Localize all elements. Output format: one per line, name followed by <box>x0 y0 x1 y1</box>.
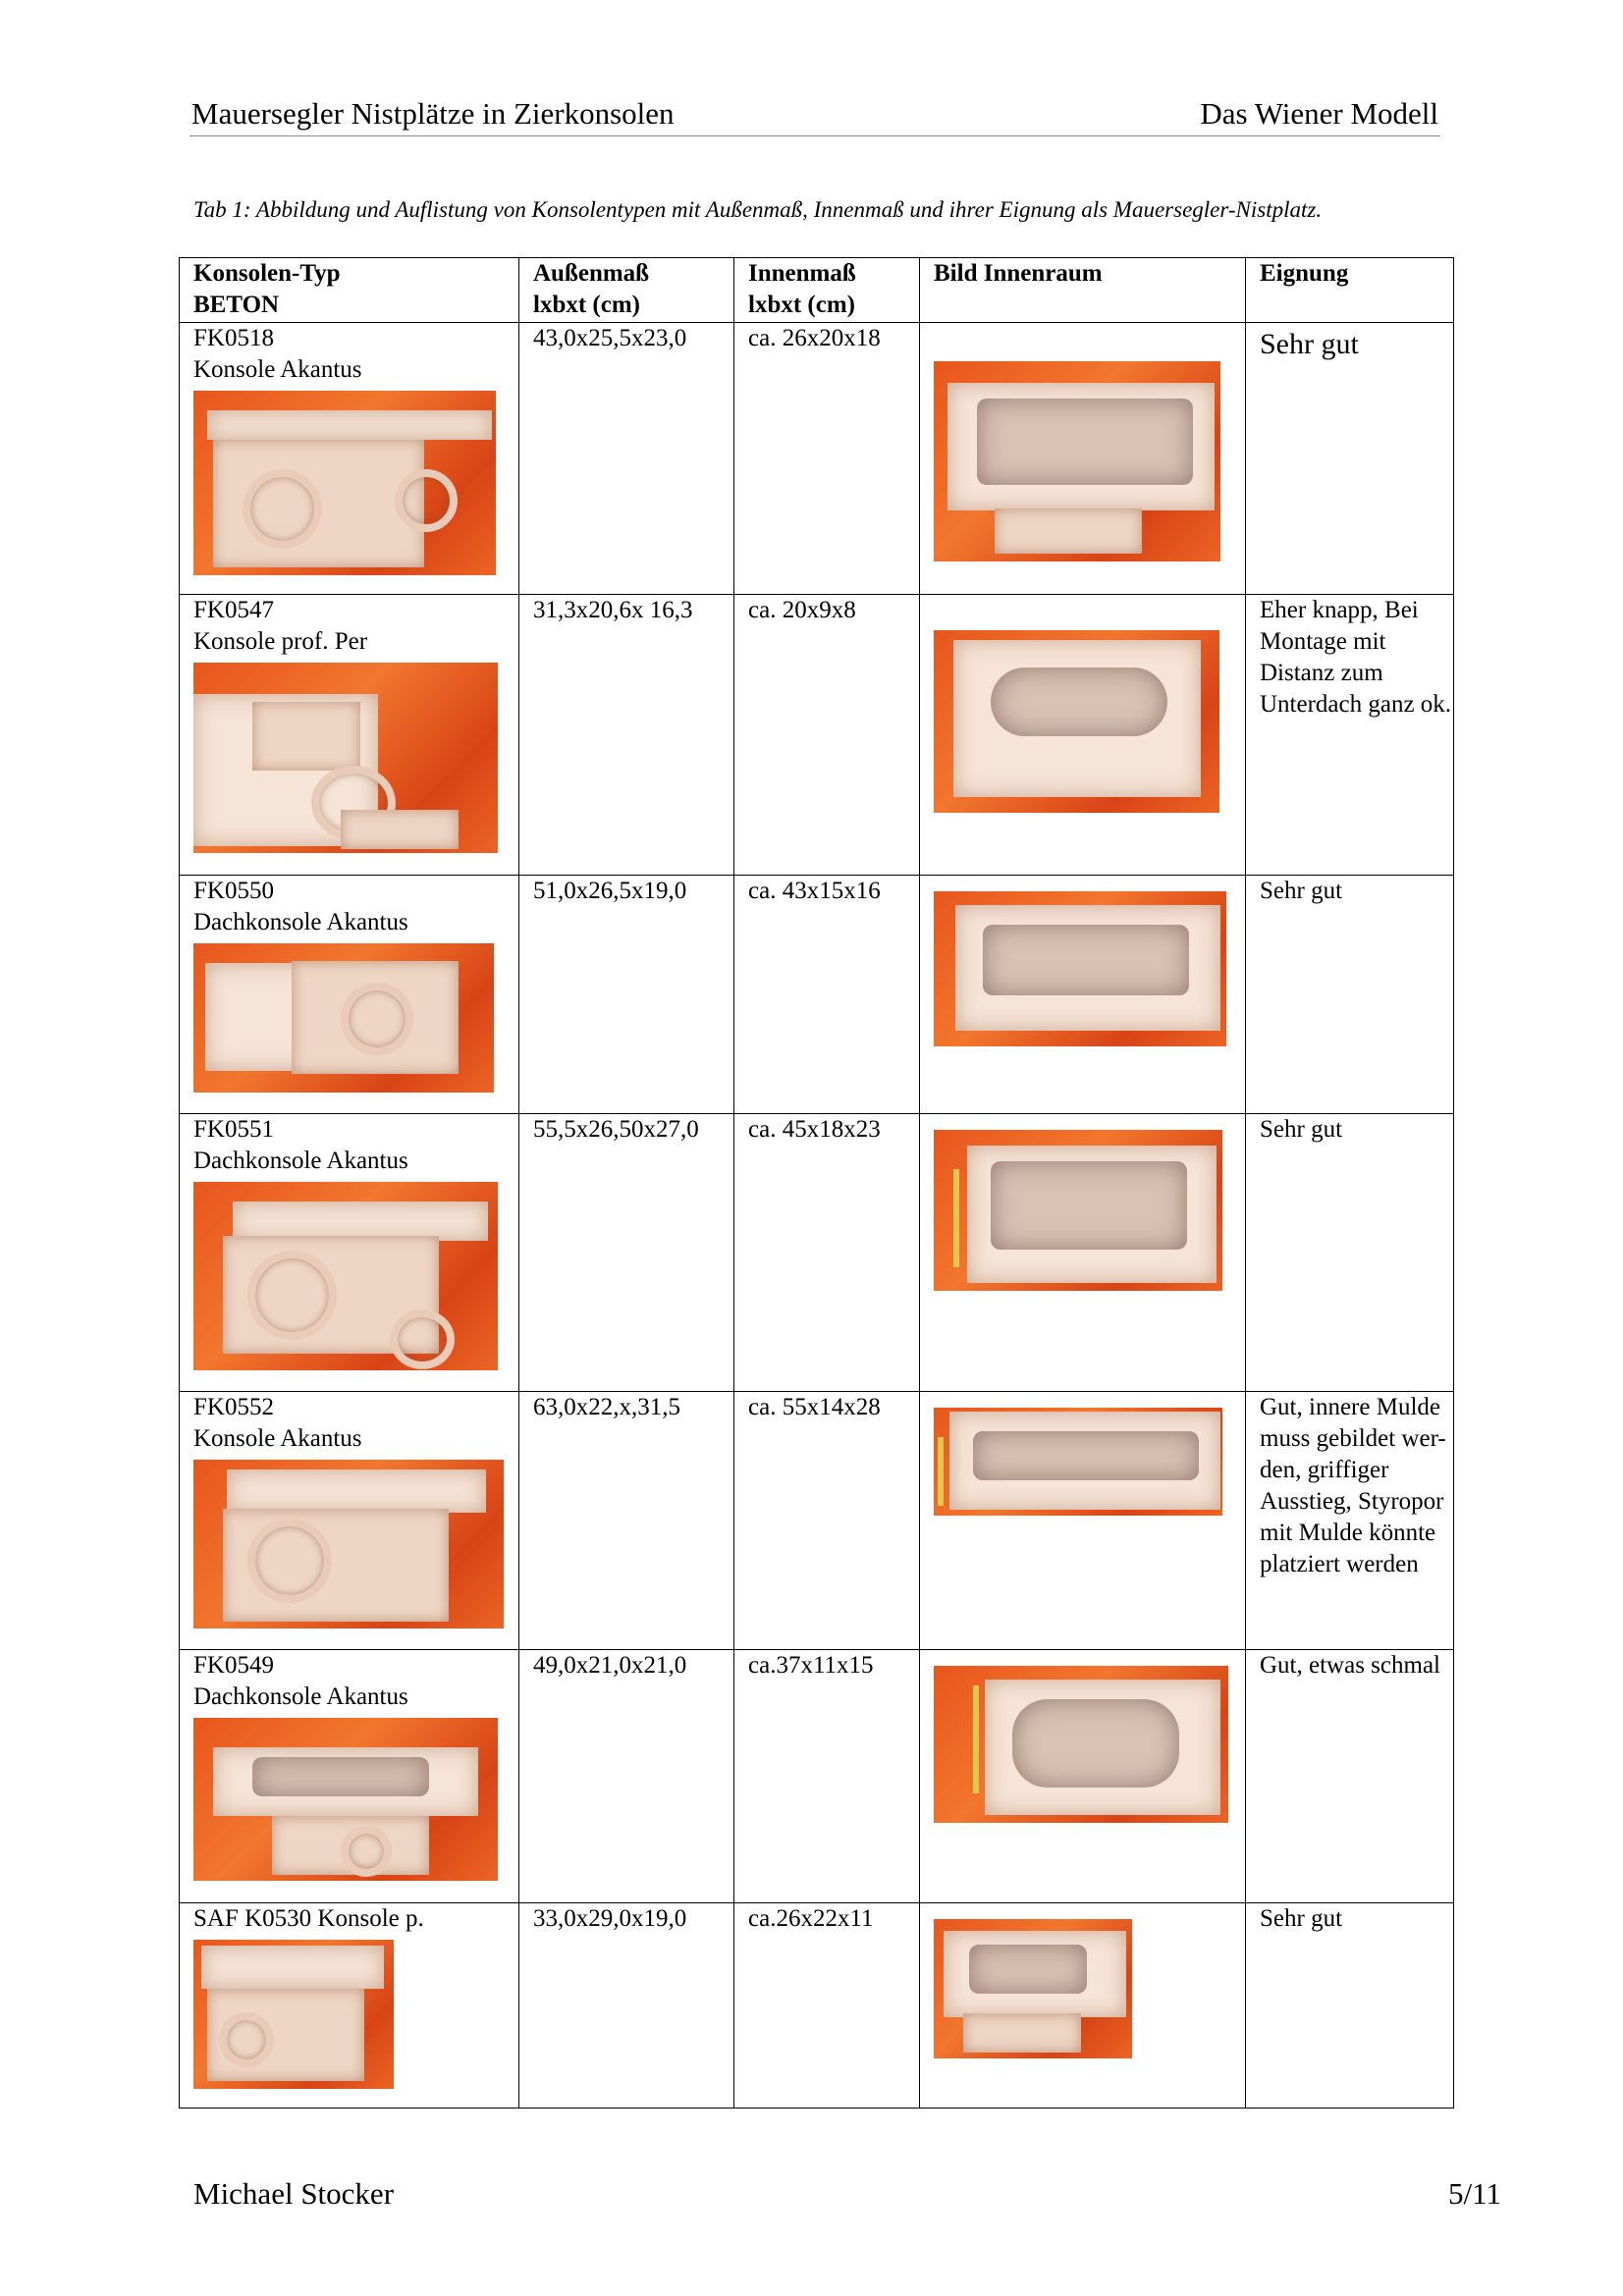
console-interior-photo <box>934 1408 1222 1516</box>
page-number: 5/11 <box>1448 2176 1501 2211</box>
cell-inner-dimensions <box>734 1392 920 1650</box>
header-outer-line1: Außenmaß <box>533 260 650 287</box>
outer-dimensions: 51,0x26,5x19,0 <box>533 878 687 904</box>
cell-suitability <box>1246 1903 1454 2109</box>
cell-interior-image <box>920 1114 1246 1392</box>
header-suitability-label: Eignung <box>1260 260 1349 287</box>
table-row <box>180 323 1454 595</box>
console-interior-photo <box>934 891 1226 1046</box>
cell-console-type <box>180 595 519 876</box>
cell-interior-image <box>920 323 1246 595</box>
suitability-text: Sehr gut <box>1260 1116 1343 1143</box>
suitability-text: Gut, innere Mulde muss gebildet wer-den, griffiger Ausstieg, Styropor mit Mulde könnte platziert werden <box>1260 1394 1446 1577</box>
header-cell-type <box>180 258 519 323</box>
inner-dimensions: ca. 20x9x8 <box>748 597 856 623</box>
console-code: FK0547 <box>193 597 274 623</box>
cell-suitability <box>1246 1392 1454 1650</box>
table-row <box>180 1392 1454 1650</box>
header-image-label: Bild Innenraum <box>934 260 1103 287</box>
cell-inner-dimensions <box>734 876 920 1114</box>
console-exterior-photo <box>193 1460 504 1629</box>
console-code: SAF K0530 Konsole p. <box>193 1905 424 1932</box>
cell-suitability <box>1246 323 1454 595</box>
cell-outer-dimensions <box>519 323 734 595</box>
console-exterior-photo <box>193 1718 498 1881</box>
outer-dimensions: 43,0x25,5x23,0 <box>533 325 687 351</box>
inner-dimensions: ca.26x22x11 <box>748 1905 874 1932</box>
header-inner-line2: lxbxt (cm) <box>748 292 855 318</box>
console-table <box>179 257 1454 2109</box>
cell-suitability <box>1246 1114 1454 1392</box>
table-caption: Tab 1: Abbildung und Auflistung von Konsolentypen mit Außenmaß, Innenmaß und ihrer Eignung als Mauersegler-Nistplatz. <box>193 197 1323 222</box>
console-exterior-photo <box>193 943 494 1093</box>
cell-console-type <box>180 876 519 1114</box>
cell-interior-image <box>920 1903 1246 2109</box>
cell-outer-dimensions <box>519 1650 734 1903</box>
header-subtitle: Das Wiener Modell <box>1200 96 1438 131</box>
cell-console-type <box>180 1903 519 2109</box>
cell-interior-image <box>920 876 1246 1114</box>
cell-suitability <box>1246 1650 1454 1903</box>
console-interior-photo <box>934 1919 1132 2058</box>
cell-inner-dimensions <box>734 1114 920 1392</box>
inner-dimensions: ca. 26x20x18 <box>748 325 881 351</box>
outer-dimensions: 55,5x26,50x27,0 <box>533 1116 699 1143</box>
outer-dimensions: 49,0x21,0x21,0 <box>533 1652 687 1679</box>
outer-dimensions: 31,3x20,6x 16,3 <box>533 597 693 623</box>
cell-interior-image <box>920 595 1246 876</box>
cell-console-type <box>180 1114 519 1392</box>
suitability-text: Sehr gut <box>1260 1905 1343 1932</box>
table-row <box>180 1650 1454 1903</box>
inner-dimensions: ca.37x11x15 <box>748 1652 874 1679</box>
header-cell-inner <box>734 258 920 323</box>
console-code: FK0552 <box>193 1394 274 1420</box>
outer-dimensions: 33,0x29,0x19,0 <box>533 1905 687 1932</box>
console-interior-photo <box>934 1130 1222 1291</box>
console-code: FK0551 <box>193 1116 274 1143</box>
cell-outer-dimensions <box>519 1392 734 1650</box>
header-title: Mauersegler Nistplätze in Zierkonsolen <box>191 96 675 131</box>
header-type-line2: BETON <box>193 292 280 318</box>
inner-dimensions: ca. 43x15x16 <box>748 878 881 904</box>
inner-dimensions: ca. 55x14x28 <box>748 1394 881 1420</box>
table-row <box>180 1903 1454 2109</box>
header-outer-line2: lxbxt (cm) <box>533 292 640 318</box>
console-interior-photo <box>934 1666 1228 1823</box>
console-name: Dachkonsole Akantus <box>193 1683 408 1710</box>
outer-dimensions: 63,0x22,x,31,5 <box>533 1394 680 1420</box>
console-name: Konsole Akantus <box>193 356 362 383</box>
console-code: FK0518 <box>193 325 274 351</box>
console-exterior-photo <box>193 1940 394 2089</box>
cell-inner-dimensions <box>734 323 920 595</box>
table-header-row <box>180 258 1454 323</box>
table-row <box>180 876 1454 1114</box>
console-code: FK0550 <box>193 878 274 904</box>
footer-author: Michael Stocker <box>193 2176 395 2211</box>
cell-console-type <box>180 1392 519 1650</box>
console-exterior-photo <box>193 663 498 853</box>
console-name: Konsole Akantus <box>193 1425 362 1452</box>
header-rule <box>189 135 1440 136</box>
header-cell-image <box>920 258 1246 323</box>
cell-inner-dimensions <box>734 1650 920 1903</box>
console-name: Konsole prof. Per <box>193 628 368 655</box>
cell-inner-dimensions <box>734 1903 920 2109</box>
console-interior-photo <box>934 361 1220 561</box>
header-cell-outer <box>519 258 734 323</box>
header-type-line1: Konsolen-Typ <box>193 260 341 287</box>
header-inner-line1: Innenmaß <box>748 260 856 287</box>
suitability-text: Gut, etwas schmal <box>1260 1652 1440 1679</box>
suitability-text: Sehr gut <box>1260 878 1343 904</box>
cell-outer-dimensions <box>519 595 734 876</box>
cell-suitability <box>1246 595 1454 876</box>
table-row <box>180 1114 1454 1392</box>
cell-interior-image <box>920 1650 1246 1903</box>
header-cell-suitability <box>1246 258 1454 323</box>
cell-suitability <box>1246 876 1454 1114</box>
cell-outer-dimensions <box>519 876 734 1114</box>
console-name: Dachkonsole Akantus <box>193 909 408 935</box>
console-exterior-photo <box>193 391 496 575</box>
suitability-text: Eher knapp, Bei Montage mit Distanz zum Unterdach ganz ok. <box>1260 597 1452 718</box>
cell-interior-image <box>920 1392 1246 1650</box>
cell-outer-dimensions <box>519 1903 734 2109</box>
suitability-text: Sehr gut <box>1260 328 1359 360</box>
cell-outer-dimensions <box>519 1114 734 1392</box>
cell-inner-dimensions <box>734 595 920 876</box>
console-interior-photo <box>934 630 1219 813</box>
cell-console-type <box>180 1650 519 1903</box>
console-name: Dachkonsole Akantus <box>193 1148 408 1174</box>
cell-console-type <box>180 323 519 595</box>
console-code: FK0549 <box>193 1652 274 1679</box>
table-row <box>180 595 1454 876</box>
inner-dimensions: ca. 45x18x23 <box>748 1116 881 1143</box>
console-exterior-photo <box>193 1182 498 1370</box>
